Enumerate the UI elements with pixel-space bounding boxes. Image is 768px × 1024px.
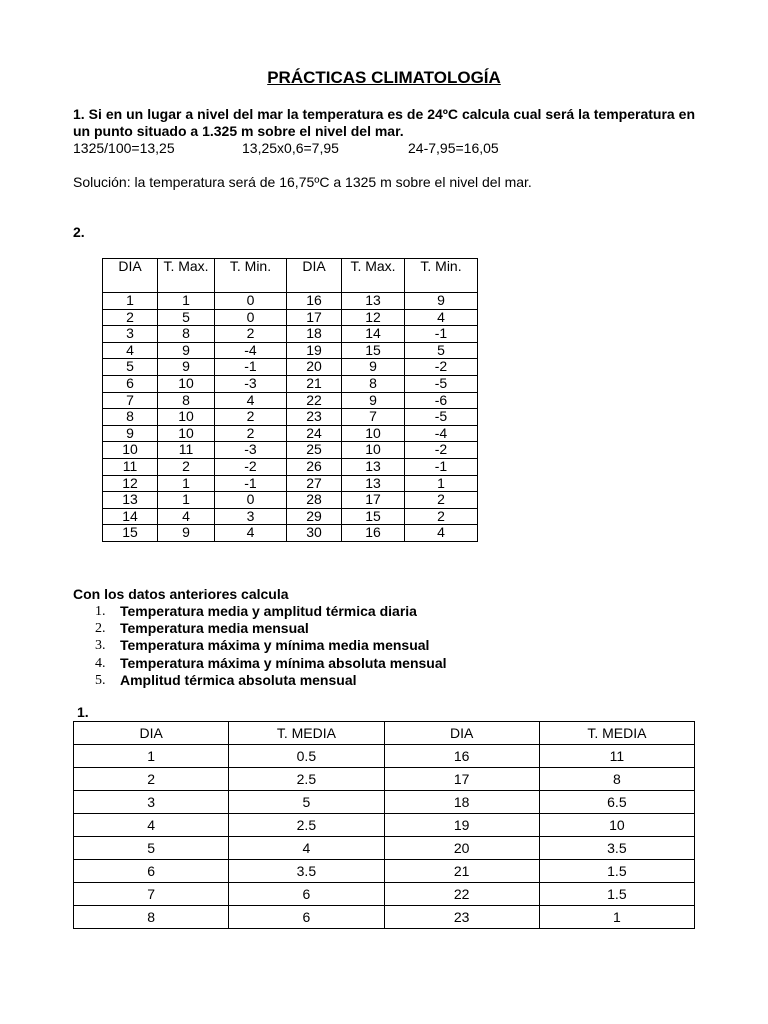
table-cell: 1.5	[539, 860, 694, 883]
table-cell: 9	[158, 342, 215, 359]
table-cell: 0	[215, 309, 287, 326]
table-row	[74, 906, 695, 929]
table-header-row	[103, 259, 478, 293]
table-cell: 8	[539, 768, 694, 791]
table-row	[103, 392, 478, 409]
table-cell: 10	[539, 814, 694, 837]
header-dia: DIA	[287, 259, 342, 293]
table-cell: 20	[287, 359, 342, 376]
table-cell: 2	[405, 492, 478, 509]
table-cell: 4	[229, 837, 384, 860]
table-cell: 11	[539, 745, 694, 768]
header-t-min: T. Min.	[405, 259, 478, 293]
table-cell: 6.5	[539, 791, 694, 814]
table-cell: 22	[384, 883, 539, 906]
table-cell: 8	[342, 375, 405, 392]
list-item	[95, 655, 447, 672]
table-row	[74, 768, 695, 791]
table-cell: 19	[287, 342, 342, 359]
table-cell: 3	[215, 508, 287, 525]
table-cell: 20	[384, 837, 539, 860]
table-cell: 6	[229, 906, 384, 929]
table-cell: 5	[158, 309, 215, 326]
table-cell: 18	[384, 791, 539, 814]
table-cell: 6	[229, 883, 384, 906]
table-cell: 14	[342, 326, 405, 343]
list-number: 3.	[95, 638, 106, 654]
table-cell: -4	[405, 425, 478, 442]
header-t-media: T. MEDIA	[229, 722, 384, 745]
table-cell: 26	[287, 458, 342, 475]
table-row	[103, 375, 478, 392]
table-row	[103, 342, 478, 359]
table-cell: -5	[405, 375, 478, 392]
table-cell: 11	[103, 458, 158, 475]
table-cell: 12	[342, 309, 405, 326]
table-cell: -1	[215, 359, 287, 376]
table-cell: -3	[215, 375, 287, 392]
calculation-step-1: 1325/100=13,25	[73, 140, 175, 156]
table-row	[103, 309, 478, 326]
table-cell: 17	[342, 492, 405, 509]
table-cell: -4	[215, 342, 287, 359]
header-dia: DIA	[384, 722, 539, 745]
header-t-max: T. Max.	[158, 259, 215, 293]
table-row	[103, 442, 478, 459]
table-cell: -1	[405, 326, 478, 343]
table-cell: 9	[342, 392, 405, 409]
list-text: Temperatura máxima y mínima media mensual	[120, 637, 430, 654]
list-number: 5.	[95, 672, 106, 688]
list-number: 2.	[95, 621, 106, 637]
table-cell: 4	[103, 342, 158, 359]
table-cell: 23	[384, 906, 539, 929]
table-cell: 22	[287, 392, 342, 409]
table-cell: -2	[215, 458, 287, 475]
list-item	[95, 637, 447, 654]
table-cell: 17	[384, 768, 539, 791]
table-cell: 16	[342, 525, 405, 542]
table-cell: 4	[405, 525, 478, 542]
header-dia: DIA	[74, 722, 229, 745]
temperature-table	[102, 258, 478, 542]
table-cell: 10	[342, 442, 405, 459]
table-cell: 2	[215, 409, 287, 426]
list-text: Amplitud térmica absoluta mensual	[120, 671, 357, 688]
table-row	[74, 814, 695, 837]
table-cell: 18	[287, 326, 342, 343]
table-cell: 15	[342, 342, 405, 359]
table-cell: 0	[215, 492, 287, 509]
calculation-step-3: 24-7,95=16,05	[408, 140, 499, 156]
table-cell: 29	[287, 508, 342, 525]
question-2-label: 2.	[73, 224, 85, 240]
table-cell: 23	[287, 409, 342, 426]
table-cell: 2	[158, 458, 215, 475]
table-cell: 12	[103, 475, 158, 492]
table-cell: 2	[215, 425, 287, 442]
answer-1-label: 1.	[77, 704, 89, 720]
table-cell: 2	[405, 508, 478, 525]
table-row	[74, 883, 695, 906]
table-cell: 8	[158, 392, 215, 409]
table-cell: 15	[342, 508, 405, 525]
table-row	[74, 791, 695, 814]
table-cell: -2	[405, 359, 478, 376]
question-1-text: 1. Si en un lugar a nivel del mar la temperatura es de 24ºC calcula cual será la temperatura en un punto situado a 1.325 m sobre el nivel del mar.	[73, 106, 695, 139]
table-cell: 19	[384, 814, 539, 837]
table-cell: 3.5	[539, 837, 694, 860]
table-row	[103, 409, 478, 426]
list-text: Temperatura máxima y mínima absoluta mensual	[120, 654, 447, 671]
table-cell: -6	[405, 392, 478, 409]
table-cell: 8	[103, 409, 158, 426]
task-list	[95, 603, 447, 689]
table-cell: 1	[405, 475, 478, 492]
table-cell: 16	[384, 745, 539, 768]
table-cell: 2.5	[229, 814, 384, 837]
table-cell: 2	[215, 326, 287, 343]
list-item	[95, 672, 447, 689]
mean-temperature-table	[73, 721, 695, 929]
table-row	[74, 745, 695, 768]
table-cell: 28	[287, 492, 342, 509]
table-cell: 13	[342, 293, 405, 310]
table-cell: 5	[103, 359, 158, 376]
table-cell: 5	[74, 837, 229, 860]
table-cell: 3	[74, 791, 229, 814]
list-number: 4.	[95, 655, 106, 671]
table-row	[103, 492, 478, 509]
calculation-step-2: 13,25x0,6=7,95	[242, 140, 339, 156]
header-t-media: T. MEDIA	[539, 722, 694, 745]
table-cell: 9	[103, 425, 158, 442]
table-cell: 1	[539, 906, 694, 929]
list-item	[95, 620, 447, 637]
table-cell: 2	[103, 309, 158, 326]
table-cell: 14	[103, 508, 158, 525]
table-cell: 9	[405, 293, 478, 310]
table-cell: 2.5	[229, 768, 384, 791]
table-row	[103, 326, 478, 343]
table-cell: 1	[74, 745, 229, 768]
table-cell: 2	[74, 768, 229, 791]
table-cell: 30	[287, 525, 342, 542]
table-cell: -3	[215, 442, 287, 459]
table-cell: 10	[103, 442, 158, 459]
table-cell: 10	[158, 409, 215, 426]
table-cell: 21	[384, 860, 539, 883]
solution-text: Solución: la temperatura será de 16,75ºC a 1325 m sobre el nivel del mar.	[73, 174, 532, 190]
table-cell: 8	[158, 326, 215, 343]
table-cell: 21	[287, 375, 342, 392]
table-cell: 3.5	[229, 860, 384, 883]
header-t-max: T. Max.	[342, 259, 405, 293]
table-cell: 5	[229, 791, 384, 814]
table-row	[103, 508, 478, 525]
table-cell: 4	[158, 508, 215, 525]
table-cell: 13	[342, 475, 405, 492]
table-cell: 1.5	[539, 883, 694, 906]
table-cell: 11	[158, 442, 215, 459]
table-cell: 17	[287, 309, 342, 326]
table-cell: 1	[158, 293, 215, 310]
header-t-min: T. Min.	[215, 259, 287, 293]
table-cell: -2	[405, 442, 478, 459]
list-item	[95, 603, 447, 620]
table-cell: 10	[158, 425, 215, 442]
table-cell: 15	[103, 525, 158, 542]
table-cell: 6	[74, 860, 229, 883]
table-cell: 16	[287, 293, 342, 310]
table-cell: 9	[342, 359, 405, 376]
table-row	[74, 860, 695, 883]
table-cell: 4	[74, 814, 229, 837]
table-row	[103, 425, 478, 442]
table-cell: 5	[405, 342, 478, 359]
table-row	[103, 458, 478, 475]
table-cell: 1	[103, 293, 158, 310]
table-cell: 27	[287, 475, 342, 492]
table-cell: 8	[74, 906, 229, 929]
table-cell: 13	[342, 458, 405, 475]
table-cell: 25	[287, 442, 342, 459]
page-title: PRÁCTICAS CLIMATOLOGÍA	[267, 68, 501, 87]
table-header-row	[74, 722, 695, 745]
table-row	[103, 293, 478, 310]
table-cell: 3	[103, 326, 158, 343]
table-cell: 13	[103, 492, 158, 509]
list-number: 1.	[95, 604, 106, 619]
table-cell: 10	[342, 425, 405, 442]
table-cell: 0	[215, 293, 287, 310]
table-row	[103, 525, 478, 542]
table-cell: 4	[215, 525, 287, 542]
list-text: Temperatura media y amplitud térmica diaria	[120, 603, 417, 619]
table-row	[74, 837, 695, 860]
table-cell: -1	[405, 458, 478, 475]
table-cell: -5	[405, 409, 478, 426]
instructions-intro: Con los datos anteriores calcula	[73, 586, 289, 602]
table-cell: 24	[287, 425, 342, 442]
table-cell: 4	[215, 392, 287, 409]
table-cell: 1	[158, 492, 215, 509]
table-row	[103, 475, 478, 492]
table-cell: 1	[158, 475, 215, 492]
table-row	[103, 359, 478, 376]
table-cell: 0.5	[229, 745, 384, 768]
table-cell: 9	[158, 525, 215, 542]
table-cell: 6	[103, 375, 158, 392]
table-cell: 9	[158, 359, 215, 376]
table-cell: 7	[342, 409, 405, 426]
table-cell: 10	[158, 375, 215, 392]
header-dia: DIA	[103, 259, 158, 293]
table-cell: 4	[405, 309, 478, 326]
table-cell: 7	[74, 883, 229, 906]
table-cell: -1	[215, 475, 287, 492]
table-cell: 7	[103, 392, 158, 409]
list-text: Temperatura media mensual	[120, 620, 309, 637]
